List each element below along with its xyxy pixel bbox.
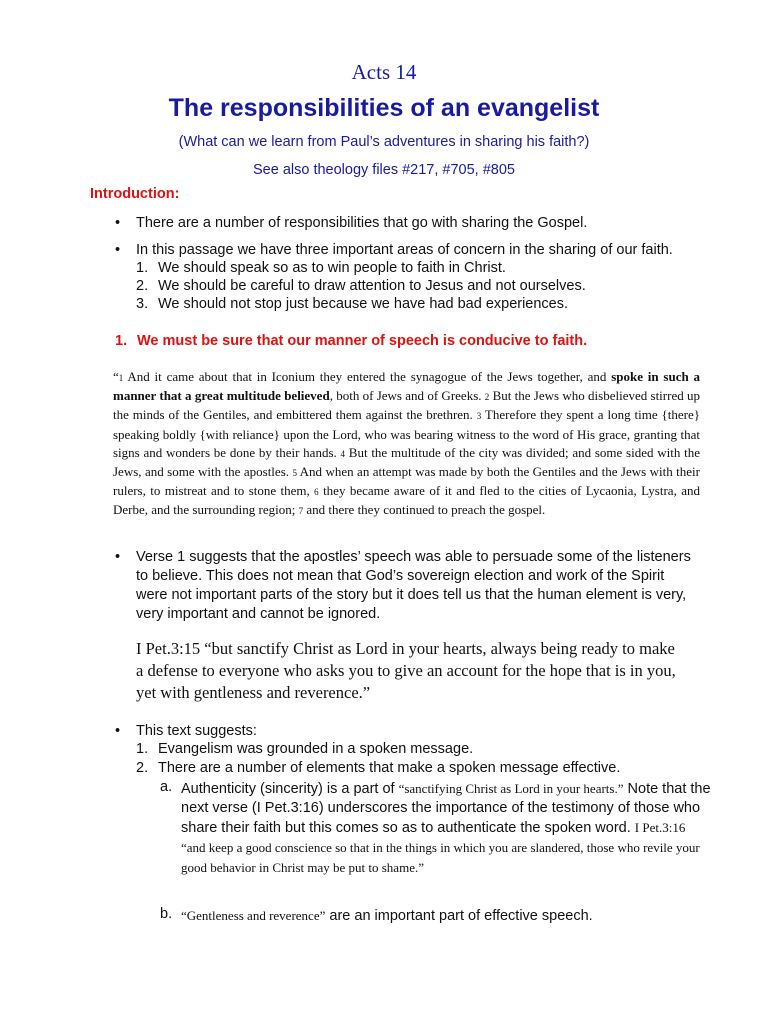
verse-number: 2: [484, 392, 490, 403]
sub-point-label: b.: [160, 906, 173, 922]
point-text: We should not stop just because we have had bad experiences.: [158, 296, 569, 312]
page-title: The responsibilities of an evangelist: [168, 94, 600, 122]
point-number: 3.: [136, 296, 149, 312]
verse-number: 1: [118, 373, 124, 383]
quoted-phrase: “Gentleness and reverence”: [181, 908, 326, 923]
point-number: 2.: [136, 278, 149, 294]
verse-number: 6: [314, 487, 319, 498]
verse-text: Therefore they spent a long time {there} speaking boldly {with reliance} upon the Lord, who was bearing witness to the word of His grace, granting that signs and wonders be done by their hands.: [113, 407, 700, 460]
bullet-icon: •: [115, 242, 121, 258]
section-title: We must be sure that our manner of speech is conducive to faith.: [137, 333, 588, 349]
see-also-line: See also theology files #217, #705, #805: [252, 162, 515, 178]
verse-text: And it came about that in Iconium they entered the synagogue of the Jews together, and: [123, 369, 612, 384]
section-number: 1.: [115, 333, 128, 349]
verse-number: 5: [292, 468, 297, 479]
point-text: Evangelism was grounded in a spoken message.: [158, 741, 474, 757]
verse-text: But the Jews who disbelieved stirred up the minds of the Gentiles, and embittered them against the brethren.: [113, 388, 701, 423]
page-subtitle: (What can we learn from Paul’s adventures in sharing his faith?): [178, 134, 590, 150]
authenticity-text: Authenticity (sincerity) is a part of: [181, 781, 399, 797]
point-number: 2.: [136, 760, 149, 776]
bullet-text: This text suggests:: [136, 723, 257, 739]
point-number: 1.: [136, 260, 149, 276]
note-text: Note that the next verse (I Pet.3:16) underscores the importance of the testimony of those who share their faith but this comes so as to authenticate the spoken word.: [181, 781, 711, 836]
verse-emphasis: spoke in such a manner that a great multitude believed: [113, 369, 701, 404]
sub-point-text: [181, 906, 711, 926]
point-text: We should be careful to draw attention to Jesus and not ourselves.: [158, 278, 586, 294]
bullet-text: There are a number of responsibilities that go with sharing the Gospel.: [136, 215, 588, 231]
open-quote: “: [113, 369, 119, 384]
scripture-passage: [113, 368, 700, 521]
point-number: 1.: [136, 741, 149, 757]
verse-text: And when an attempt was made by both the Gentiles and the Jews with their rulers, to mistreat and to stone them,: [113, 464, 700, 499]
introduction-heading: Introduction:: [90, 186, 180, 202]
sub-point-text: [181, 779, 711, 878]
quoted-phrase: “sanctifying Christ as Lord in your hearts.”: [398, 781, 624, 796]
sub-point-body: are an important part of effective speech.: [325, 908, 593, 924]
verse-text: But the multitude of the city was divided; and some sided with the Jews, and some with the apostles.: [113, 444, 700, 480]
verse-text: they became aware of it and fled to the cities of Lycaonia, Lystra, and Derbe, and the surrounding region;: [113, 483, 700, 518]
verse-number: 4: [340, 448, 346, 459]
bullet-icon: •: [115, 549, 121, 565]
quoted-verse: I Pet.3:16 “and keep a good conscience so that in the things in which you are slandered, those who revile your good behavior in Christ may be put to shame.”: [181, 820, 700, 875]
bullet-icon: •: [115, 215, 121, 231]
bullet-icon: •: [115, 723, 121, 739]
point-text: We should speak so as to win people to faith in Christ.: [158, 260, 506, 276]
verse-number: 3: [476, 411, 482, 422]
bullet-text: In this passage we have three important areas of concern in the sharing of our faith.: [136, 242, 673, 258]
verse-number: 7: [298, 506, 304, 517]
verse-text: , both of Jews and of Greeks.: [329, 388, 485, 404]
bullet-text: Verse 1 suggests that the apostles’ speech was able to persuade some of the listeners to believe. This does not mean that God’s sovereign election and work of the Spirit were not important parts of the story but it does tell us that the human element is very, very important and cannot be ignored.: [136, 549, 691, 622]
peter-quote: I Pet.3:15 “but sanctify Christ as Lord in your hearts, always being ready to make a defense to everyone who asks you to give an account for the hope that is in you, yet with gentleness and reverence.”: [136, 639, 676, 702]
sub-point-label: a.: [160, 779, 173, 795]
point-text: There are a number of elements that make a spoken message effective.: [158, 760, 621, 776]
chapter-heading: Acts 14: [351, 60, 417, 84]
verse-text: and there they continued to preach the gospel.: [303, 502, 546, 518]
